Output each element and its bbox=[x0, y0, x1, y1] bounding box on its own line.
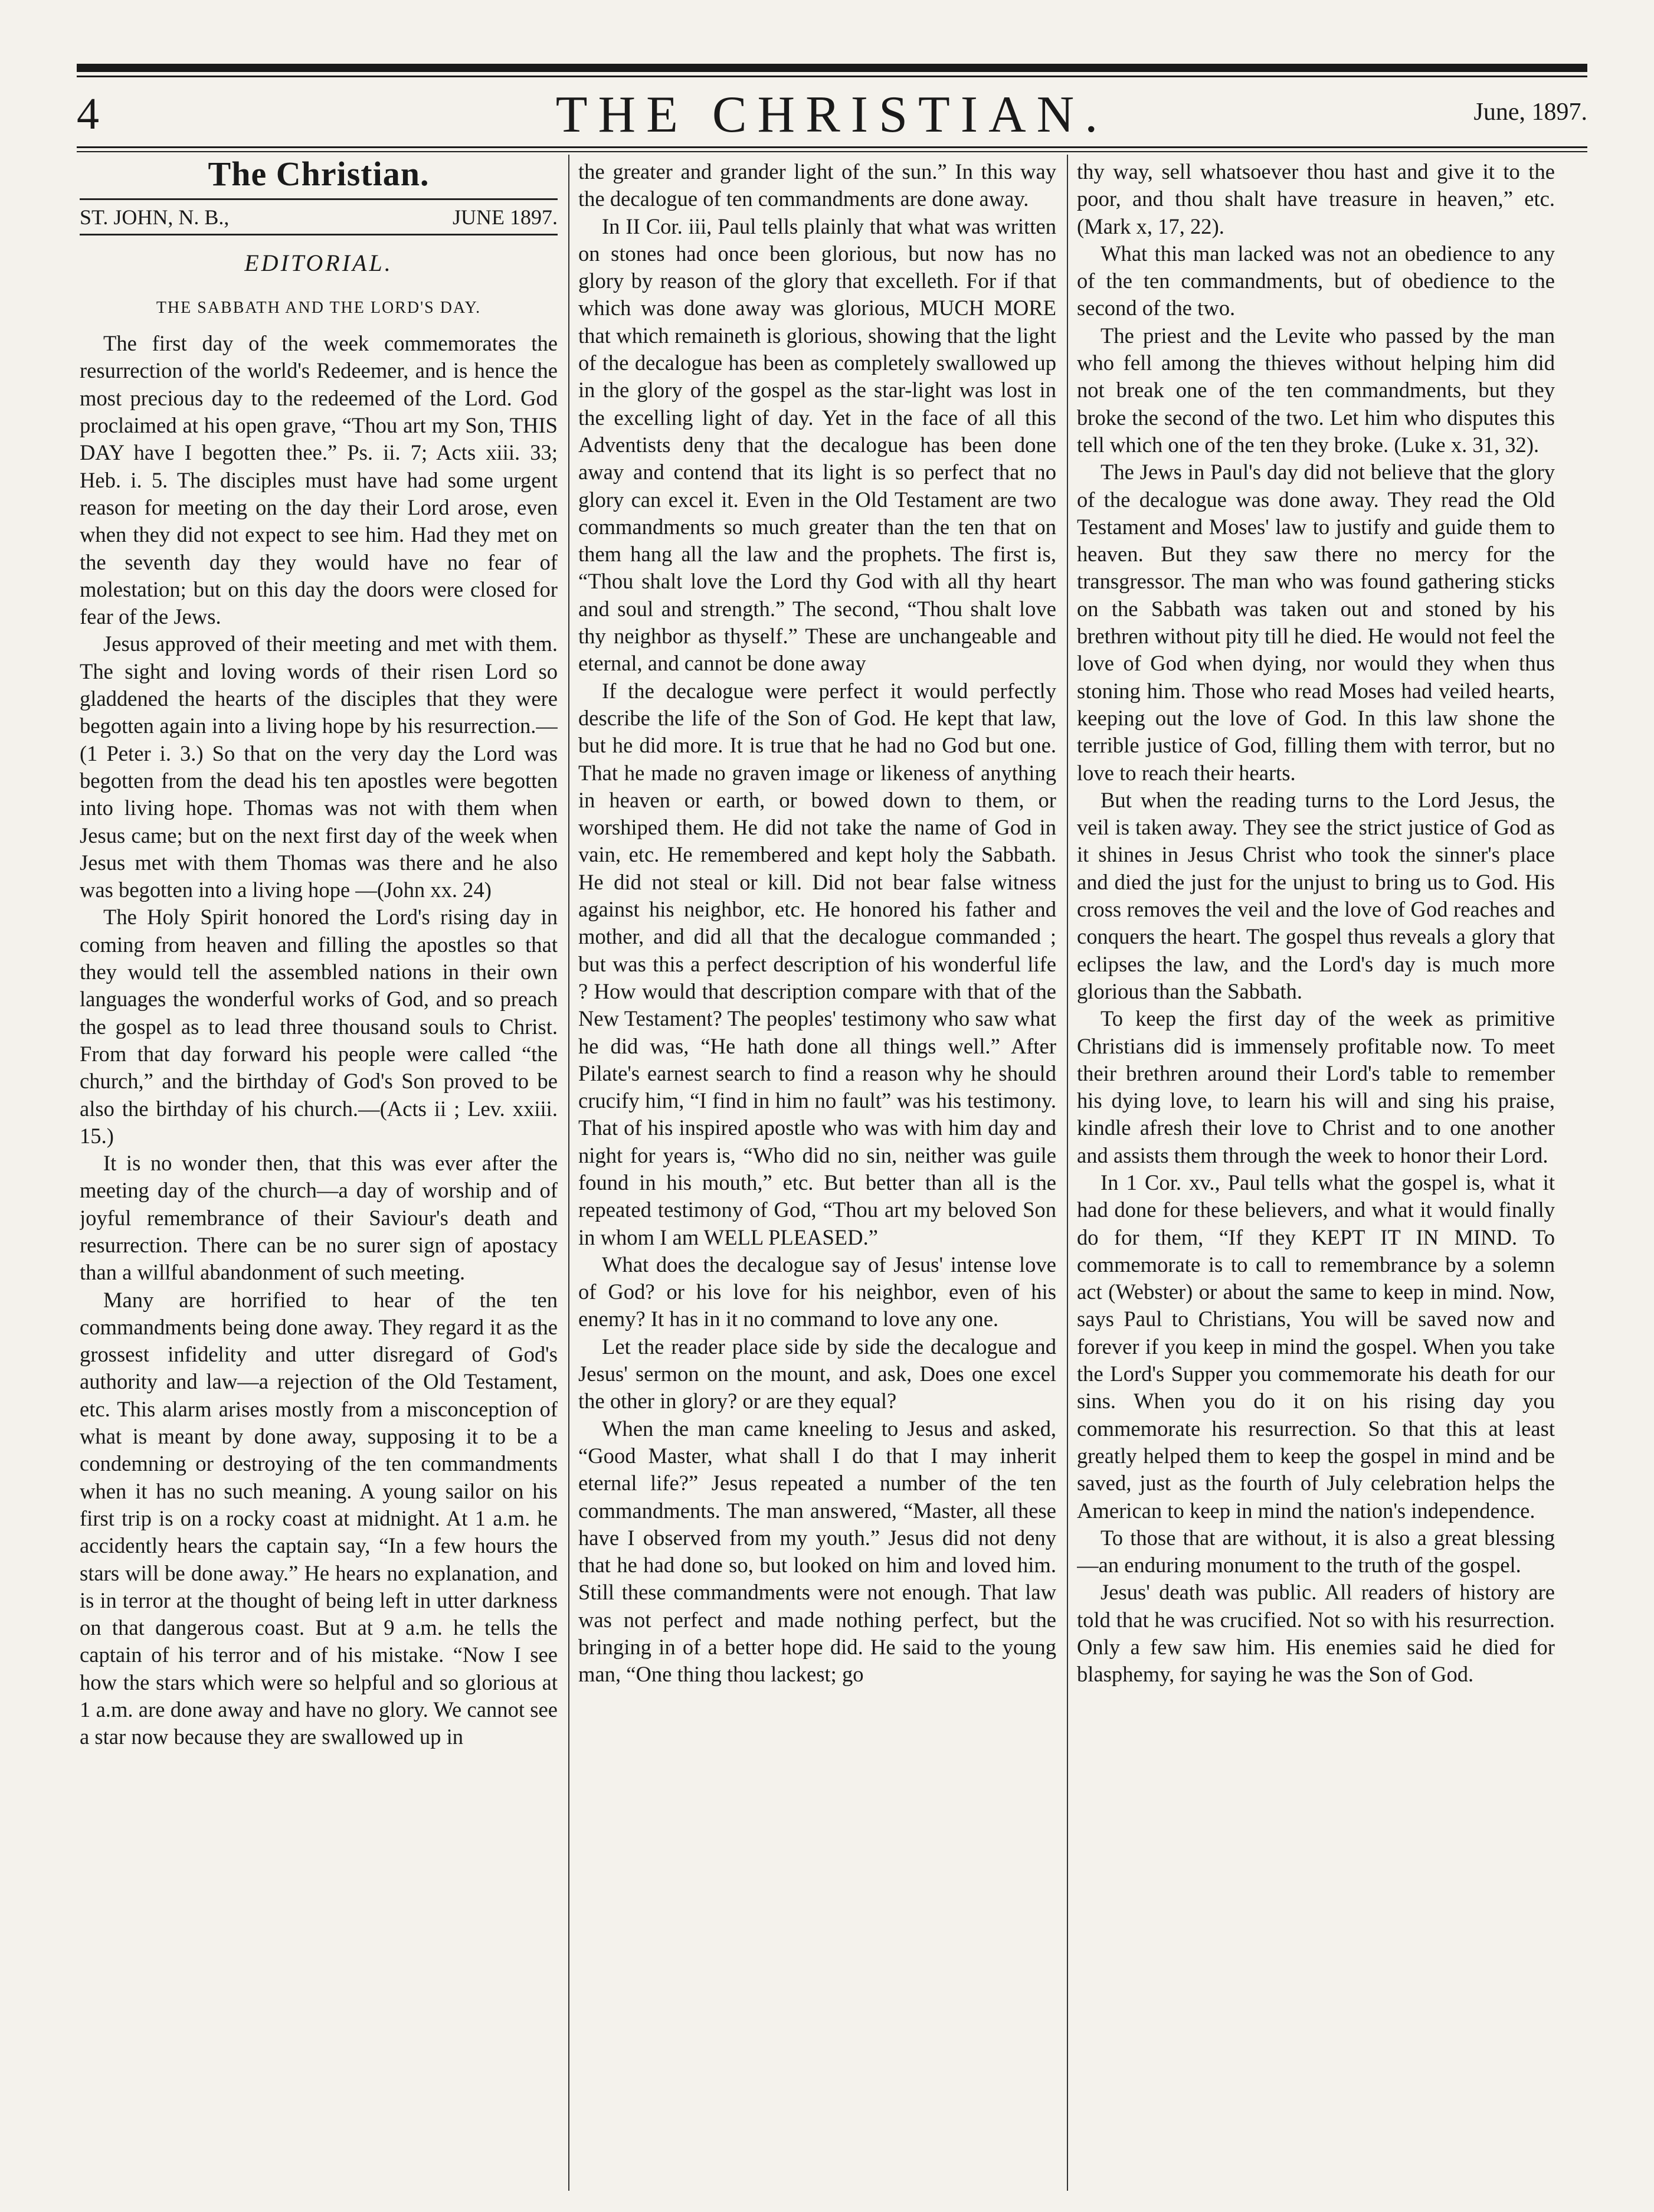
paragraph: In II Cor. iii, Paul tells plainly that what was written on stones had once been glorious, but now has no glory by reason of the glory that excelleth. For if that which was done away was glorious, MUCH MORE that which remaineth is glorious, showing that the light of the decalogue has been as completely swallowed up in the glory of the gospel as the star-light was lost in the excelling light of day. Yet in the face of all this Adventists deny that the decalogue has been done away and contend that its light is so perfect that no glory can excel it. Even in the Old Testament are two commandments so much greater than the ten that on them hang all the law and the prophets. The first is, “Thou shalt love the Lord thy God with all thy heart and soul and strength.” The second, “Thou shalt love thy neighbor as thyself.” These are unchangeable and eternal, and cannot be done away bbox=[578, 214, 1056, 676]
masthead bbox=[77, 83, 1587, 148]
paragraph: When the man came kneeling to Jesus and asked, “Good Master, what shall I do that I may inherit eternal life?” Jesus repeated a number of the ten commandments. The man answered, “Master, all these have I observed from my youth.” Jesus did not deny that he had done so, but looked on him and loved him. Still these commandments were not enough. That law was not perfect and made nothing perfect, but the bringing in of a better hope did. He said to the young man, “One thing thou lackest; go bbox=[578, 1416, 1056, 1687]
paragraph: If the decalogue were perfect it would perfectly describe the life of the Son of God. He kept that law, but he did more. It is true that he had no God but one. That he made no graven image or likeness of anything in heaven or earth, or bowed down to them, or worshiped them. He did not take the name of God in vain, etc. He remembered and kept holy the Sabbath. He did not steal or kill. Did not bear false witness against his neighbor, etc. He honored his father and mother, and did all that the decalogue commanded ; but was this a perfect description of his wonderful life ? How would that description compare with that of the New Testament? The peoples' testimony who saw what he did was, “He hath done all things well.” After Pilate's earnest search to find a reason why he should crucify him, “I find in him no fault” was his testimony. That of his inspired apostle who was with him day and night for years is, “Who did no sin, neither was guile found in his mouth,” etc. But better than all is the repeated testimony of God, “Thou art my beloved Son in whom I am WELL PLEASED.” bbox=[578, 678, 1056, 1249]
newspaper-title: THE CHRISTIAN. bbox=[555, 86, 1109, 143]
paragraph: Let the reader place side by side the decalogue and Jesus' sermon on the mount, and ask, Does one excel the other in glory? or are they equal? bbox=[578, 1334, 1056, 1413]
column-1 bbox=[80, 158, 558, 2188]
dateline bbox=[80, 198, 558, 235]
page-number: 4 bbox=[77, 89, 99, 139]
top-rule-thin bbox=[77, 76, 1587, 77]
dateline-place: ST. JOHN, N. B., bbox=[80, 205, 230, 230]
paragraph: Jesus' death was public. All readers of history are told that he was crucified. Not so with his resurrection. Only a few saw him. His enemies said he died for blasphemy, for saying he was the Son of God. bbox=[1077, 1580, 1555, 1687]
paragraph: But when the reading turns to the Lord Jesus, the veil is taken away. They see the strict justice of God as it shines in Jesus Christ who took the sinner's place and died the just for the unjust to bring us to God. His cross removes the veil and the love of God reaches and conquers the heart. The gospel thus reveals a glory that eclipses the law, and the Lord's day is much more glorious than the Sabbath. bbox=[1077, 787, 1555, 1003]
dateline-date: JUNE 1897. bbox=[453, 205, 558, 230]
paragraph: To keep the first day of the week as primitive Christians did is immensely profitable now. To meet their brethren around their Lord's table to remember his dying love, to learn his will and sing his praise, kindle afresh their love to Christ and to one another and assists them through the week to honor their Lord. bbox=[1077, 1006, 1555, 1167]
section-heading: EDITORIAL. bbox=[244, 249, 393, 276]
paragraph: It is no wonder then, that this was ever after the meeting day of the church—a day of worship and of joyful remembrance of their Saviour's death and resurrection. There can be no surer sign of apostacy than a willful abandonment of such meeting. bbox=[80, 1151, 558, 1285]
paragraph: The priest and the Levite who passed by the man who fell among the thieves without helping him did not break one of the ten commandments, but they broke the second of the two. Let him who disputes this tell which one of the ten they broke. (Luke x. 31, 32). bbox=[1077, 323, 1555, 457]
paragraph: Jesus approved of their meeting and met with them. The sight and loving words of their risen Lord so gladdened the hearts of the disciples that they were begotten again into a living hope by his resurrection.—(1 Peter i. 3.) So that on the very day the Lord was begotten from the dead his ten apostles were begotten into living hope. Thomas was not with them when Jesus came; but on the next first day of the week when Jesus met with them Thomas was there and he also was begotten into a living hope —(John xx. 24) bbox=[80, 631, 558, 902]
column-divider bbox=[1067, 155, 1068, 2191]
article-title: THE SABBATH AND THE LORD'S DAY. bbox=[156, 298, 482, 317]
masthead-rule-secondary bbox=[77, 151, 1587, 152]
paragraph: What this man lacked was not an obedience to any of the ten commandments, but of obedience to the second of the two. bbox=[1077, 241, 1555, 320]
issue-date: June, 1897. bbox=[1473, 99, 1587, 126]
paragraph-continued: the greater and grander light of the sun.” In this way the decalogue of ten commandments are done away. bbox=[578, 159, 1056, 211]
top-rule-thick bbox=[77, 64, 1587, 72]
paragraph: Many are horrified to hear of the ten commandments being done away. They regard it as the grossest infidelity and utter disregard of God's authority and law—a rejection of the Old Testament, etc. This alarm arises mostly from a misconception of what is meant by done away, supposing it to be a condemning or destroying of the ten commandments when it has no such meaning. A young sailor on his first trip is on a rocky coast at midnight. At 1 a.m. he accidently hears the captain say, “In a few hours the stars will be done away.” He hears no explanation, and is in terror at the thought of being left in utter darkness on that dangerous coast. But at 9 a.m. he tells the captain of his terror and of his mistake. “Now I see how the stars which were so helpful and so glorious at 1 a.m. are done away and have no glory. We cannot see a star now because they are swallowed up in bbox=[80, 1287, 558, 1749]
paragraph: The first day of the week commemorates the resurrection of the world's Redeemer, and is hence the most precious day to the redeemed of the Lord. God proclaimed at his open grave, “Thou art my Son, THIS DAY have I begotten thee.” Ps. ii. 7; Acts xiii. 33; Heb. i. 5. The disciples must have had some urgent reason for meeting on the day their Lord arose, even when they did not expect to see him. Had they met on the seventh day they would have no fear of molestation; but on this day the doors were closed for fear of the Jews. bbox=[80, 331, 558, 629]
column-3 bbox=[1077, 158, 1555, 2188]
column-2 bbox=[578, 158, 1056, 2188]
paragraph: What does the decalogue say of Jesus' intense love of God? or his love for his neighbor, even of his enemy? It has in it no command to love any one. bbox=[578, 1252, 1056, 1331]
masthead-rule bbox=[77, 146, 1587, 148]
paragraph: The Jews in Paul's day did not believe that the glory of the decalogue was done away. They read the Old Testament and Moses' law to justify and guide them to heaven. But they saw there no mercy for the transgressor. The man who was found gathering sticks on the Sabbath was taken out and stoned by his brethren without pity till he died. He would not feel the love of God when dying, nor would they when thus stoning him. Those who read Moses had veiled hearts, keeping out the love of God. In this law shone the terrible justice of God, filling them with terror, but no love to reach their hearts. bbox=[1077, 460, 1555, 785]
paper-name: The Christian. bbox=[208, 158, 430, 193]
paragraph: To those that are without, it is also a great blessing—an enduring monument to the truth of the gospel. bbox=[1077, 1525, 1555, 1578]
paragraph: The Holy Spirit honored the Lord's rising day in coming from heaven and filling the apostles so that they would tell the assembled nations in their own languages the wonderful works of God, and so preach the gospel as to lead three thousand souls to Christ. From that day forward his people were called “the church,” and the birthday of God's Son proved to be also the birthday of his church.—(Acts ii ; Lev. xxiii. 15.) bbox=[80, 905, 558, 1148]
column-divider bbox=[568, 155, 569, 2191]
paragraph-continued: thy way, sell whatsoever thou hast and give it to the poor, and thou shalt have treasure in heaven,” etc. (Mark x, 17, 22). bbox=[1077, 159, 1555, 238]
paragraph: In 1 Cor. xv., Paul tells what the gospel is, what it had done for these believers, and what it would finally do for them, “If they KEPT IT IN MIND. To commemorate is to call to remembrance by a solemn act (Webster) or about the same to keep in mind. Now, says Paul to Christians, You will be saved now and forever if you keep in mind the gospel. When you take the Lord's Supper you commemorate his death for our sins. When you do it on his rising day you commemorate his resurrection. So that this at least greatly helped them to keep the gospel in mind and be saved, just as the fourth of July celebration helps the American to keep in mind the nation's independence. bbox=[1077, 1170, 1555, 1523]
